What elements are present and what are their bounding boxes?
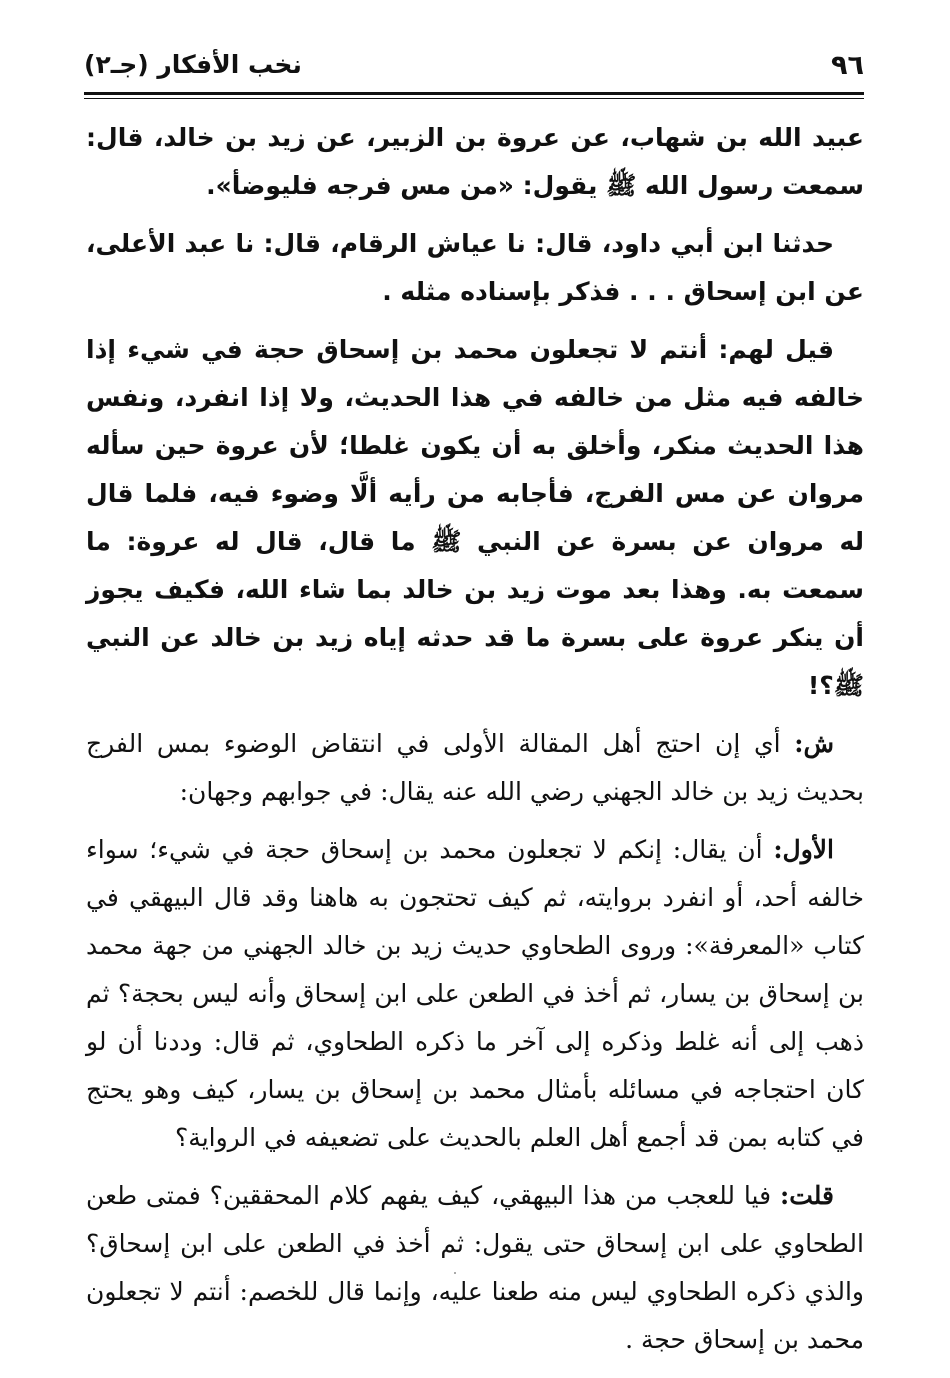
page-header (84, 44, 864, 90)
paragraph-6 (86, 1172, 864, 1364)
header-rule-thin (84, 98, 864, 99)
paragraph-6-lead: قلت: (779, 1181, 834, 1210)
page-number: ٩٦ (831, 50, 864, 81)
paragraph-2: حدثنا ابن أبي داود، قال: نا عياش الرقام، قال: نا عبد الأعلى، عن ابن إسحاق . . . فذكر بإسناده مثله . (86, 229, 864, 306)
running-title: نخب الأفكار (جـ٢) (84, 50, 302, 79)
paragraph-3: قيل لهم: أنتم لا تجعلون محمد بن إسحاق حجة في شيء إذا خالفه فيه مثل من خالفه في هذا الحديث، ولا إذا انفرد، ونفس هذا الحديث منكر، وأخلق به أن يكون غلطا؛ لأن عروة حين سأله مروان عن مس الفرج، فأجابه من رأيه ألَّا وضوء فيه، فلما قال له مروان عن بسرة عن النبي ﷺ ما قال، قال له عروة: ما سمعت به. وهذا بعد موت زيد بن خالد بما شاء الله، فكيف يجوز أن ينكر عروة على بسرة ما قد حدثه إياه زيد بن خالد عن النبي ﷺ؟! (86, 335, 864, 700)
body-text (86, 114, 864, 1364)
paragraph-5-lead: الأول: (773, 835, 834, 864)
paragraph-6-text: فيا للعجب من هذا البيهقي، كيف يفهم كلام المحققين؟ فمتى طعن الطحاوي على ابن إسحاق حتى يقول: ثم أخذ في الطعن على ابن إسحاق؟ والذي ذكره الطحاوي ليس منه طعنا عليه، وإنما قال للخصم: أنتم لا تجعلون محمد بن إسحاق حجة . (86, 1181, 864, 1354)
stray-mark (454, 1272, 456, 1274)
paragraph-5-text: أن يقال: إنكم لا تجعلون محمد بن إسحاق حجة في شيء؛ سواء خالفه أحد، أو انفرد بروايته، ثم كيف تحتجون به هاهنا وقد قال البيهقي في كتاب «المعرفة»: وروى الطحاوي حديث زيد بن خالد الجهني من جهة محمد بن إسحاق بن يسار، ثم أخذ في الطعن على ابن إسحاق وأنه ليس بحجة؟ ثم ذهب إلى أنه غلط وذكره إلى آخر ما ذكره الطحاوي، ثم قال: وددنا أن لو كان احتجاجه في مسائله بأمثال محمد بن إسحاق بن يسار، كيف وهو يحتج في كتابه بمن قد أجمع أهل العلم بالحديث على تضعيفه في الرواية؟ (86, 835, 864, 1152)
paragraph-4 (86, 720, 864, 816)
paragraph-5 (86, 826, 864, 1162)
paragraph-4-lead: ش: (794, 729, 834, 758)
paragraph-1: عبيد الله بن شهاب، عن عروة بن الزبير، عن زيد بن خالد، قال: سمعت رسول الله ﷺ يقول: «من مس فرجه فليوضأ». (86, 123, 864, 200)
header-rule-thick (84, 92, 864, 95)
paragraph-4-text: أي إن احتج أهل المقالة الأولى في انتقاض الوضوء بمس الفرج بحديث زيد بن خالد الجهني رضي الله عنه يقال: في جوابهم وجهان: (86, 729, 864, 806)
